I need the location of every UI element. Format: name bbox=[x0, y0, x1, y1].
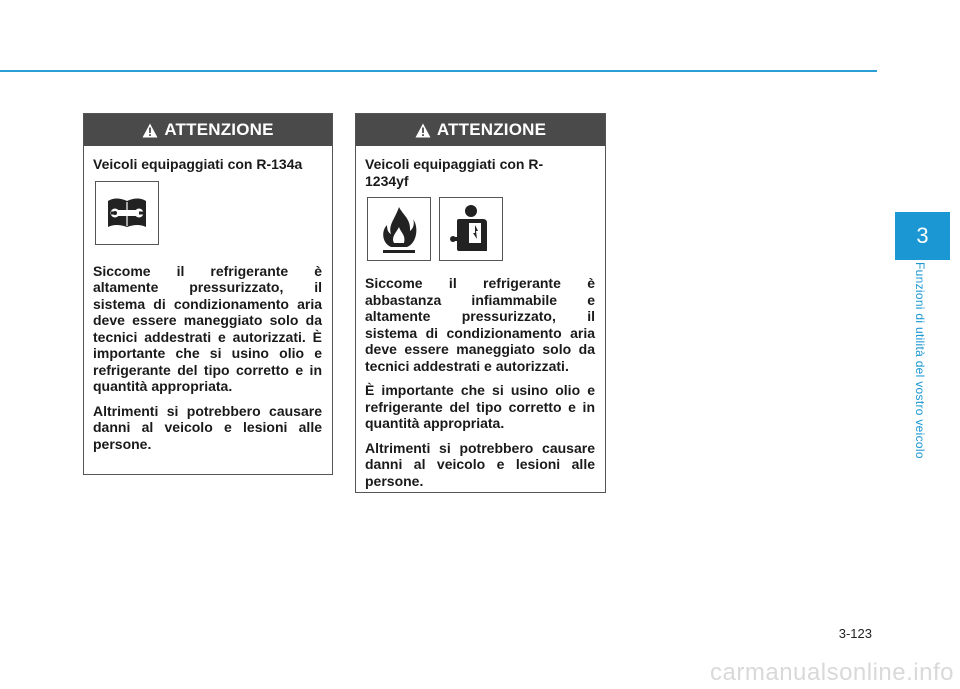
header-rule bbox=[0, 70, 877, 72]
warning-title: ATTENZIONE bbox=[164, 120, 274, 139]
warning-box-r134a bbox=[83, 113, 333, 475]
warning-header bbox=[356, 114, 605, 146]
warning-paragraph: Siccome il refrigerante è abbastanza infiammabile e altamente pressurizzato, il sistema di condizionamento aria deve essere maneggiato solo da tecnici addestrati e autorizzati. bbox=[365, 275, 595, 374]
warning-triangle-icon bbox=[415, 123, 431, 138]
qualified-technician-icon bbox=[439, 197, 503, 261]
warning-subtitle: Veicoli equipaggiati con R-1234yf bbox=[365, 156, 544, 189]
warning-triangle-icon bbox=[142, 123, 158, 138]
flammable-icon bbox=[367, 197, 431, 261]
warning-paragraph: Siccome il refrigerante è altamente pressurizzato, il sistema di condizionamento aria deve essere maneggiato solo da tecnici addestrati e autorizzati. È importante che si usino olio e refrigerante del tipo corretto e in quantità appropriata. bbox=[93, 262, 322, 394]
chapter-number-tab: 3 bbox=[895, 212, 950, 260]
warning-subtitle: Veicoli equipaggiati con R-134a bbox=[93, 156, 303, 172]
warning-header bbox=[84, 114, 332, 146]
warning-box-r1234yf bbox=[355, 113, 606, 493]
page-number: 3-123 bbox=[838, 626, 872, 641]
warning-title: ATTENZIONE bbox=[436, 120, 547, 139]
warning-paragraph: Altrimenti si potrebbero causare danni al veicolo e lesioni alle persone. bbox=[365, 439, 595, 489]
chapter-title: Funzioni di utilità del vostro veicolo bbox=[913, 262, 927, 459]
warning-paragraph: È importante che si usino olio e refrigerante del tipo corretto e in quantità appropriata. bbox=[365, 382, 595, 431]
service-manual-icon bbox=[95, 181, 159, 245]
watermark: carmanualsonline.info bbox=[710, 659, 954, 686]
warning-paragraph: Altrimenti si potrebbero causare danni al veicolo e lesioni alle persone. bbox=[93, 402, 322, 452]
